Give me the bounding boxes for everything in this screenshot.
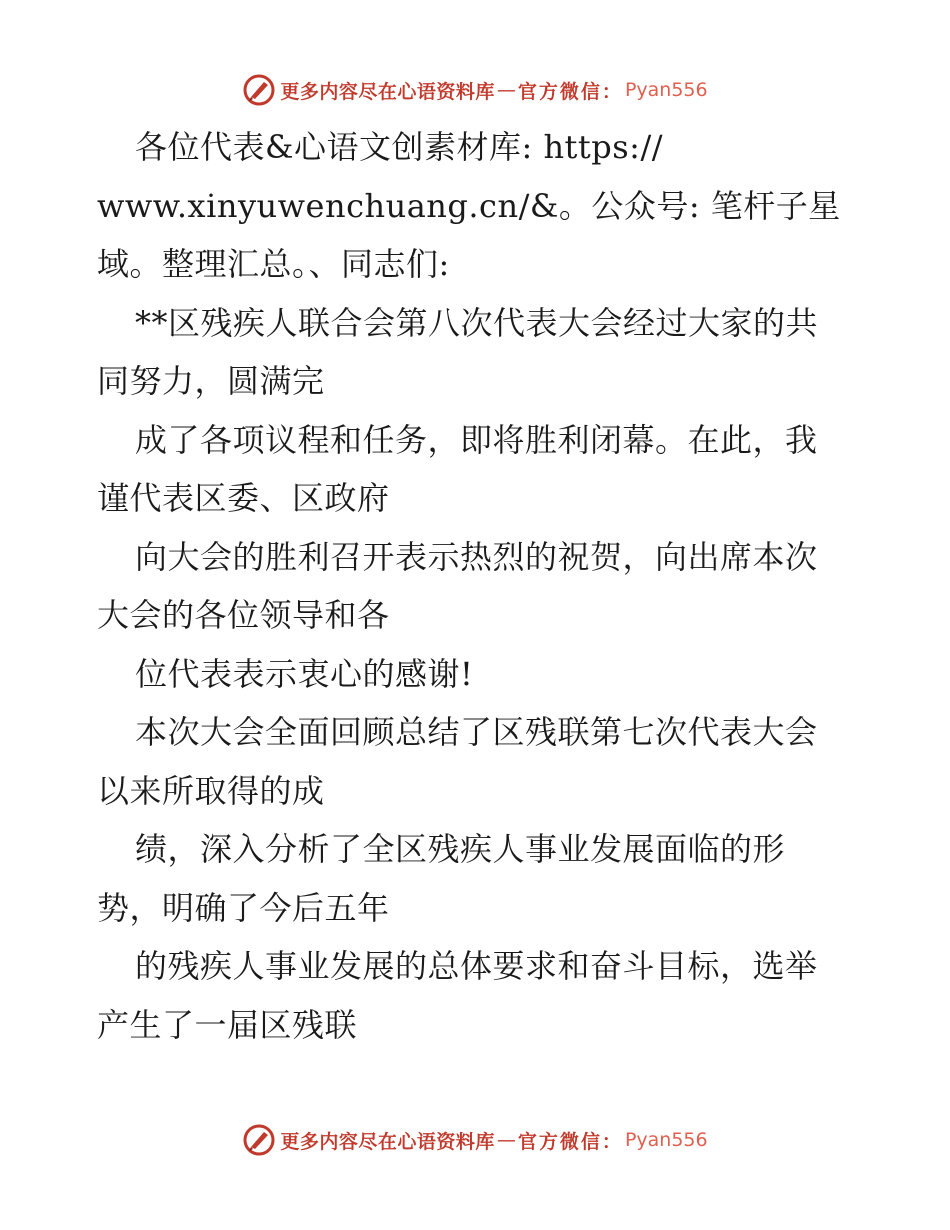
document-line: 各位代表&心语文创素材库: https:// — [135, 128, 664, 166]
document-line: 谨代表区委、区政府 — [97, 479, 390, 517]
footer-banner — [0, 1120, 950, 1160]
document-line: 同努力，圆满完 — [97, 362, 325, 400]
document-line: 位代表表示衷心的感谢! — [135, 654, 474, 693]
document-line: 产生了一届区残联 — [97, 1005, 358, 1044]
document-line: 成了各项议程和任务，即将胜利闭幕。在此，我 — [135, 420, 818, 459]
document-line: 本次大会全面回顾总结了区残联第七次代表大会 — [135, 713, 818, 751]
banner-separator: — — [496, 79, 516, 101]
banner-wechat-id: Pyan556 — [624, 1129, 708, 1151]
document-line: 大会的各位领导和各 — [97, 596, 390, 634]
document-line: www.xinyuwenchuang.cn/&。公众号: 笔杆子星 — [97, 186, 841, 225]
banner-wechat-id: Pyan556 — [624, 79, 708, 101]
document-line: 以来所取得的成 — [97, 771, 325, 810]
quill-logo-icon — [242, 1123, 276, 1157]
document-line: **区残疾人联合会第八次代表大会经过大家的共 — [135, 303, 819, 342]
header-banner — [0, 70, 950, 110]
document-body — [97, 118, 857, 1054]
document-line: 的残疾人事业发展的总体要求和奋斗目标，选举 — [135, 947, 818, 985]
banner-brand: 更多内容尽在心语资料库 — [280, 1130, 495, 1153]
banner-wechat-label: 官方微信： — [517, 1130, 623, 1153]
banner-brand: 更多内容尽在心语资料库 — [280, 80, 495, 103]
document-line: 绩，深入分析了全区残疾人事业发展面临的形 — [135, 830, 786, 868]
document-line: 域。整理汇总。、同志们: — [97, 245, 450, 283]
document-line: 向大会的胜利召开表示热烈的祝贺，向出席本次 — [135, 537, 818, 576]
banner-separator: — — [496, 1129, 516, 1151]
quill-logo-icon — [242, 73, 276, 107]
banner-wechat-label: 官方微信： — [517, 80, 623, 103]
document-line: 势，明确了今后五年 — [97, 888, 390, 927]
